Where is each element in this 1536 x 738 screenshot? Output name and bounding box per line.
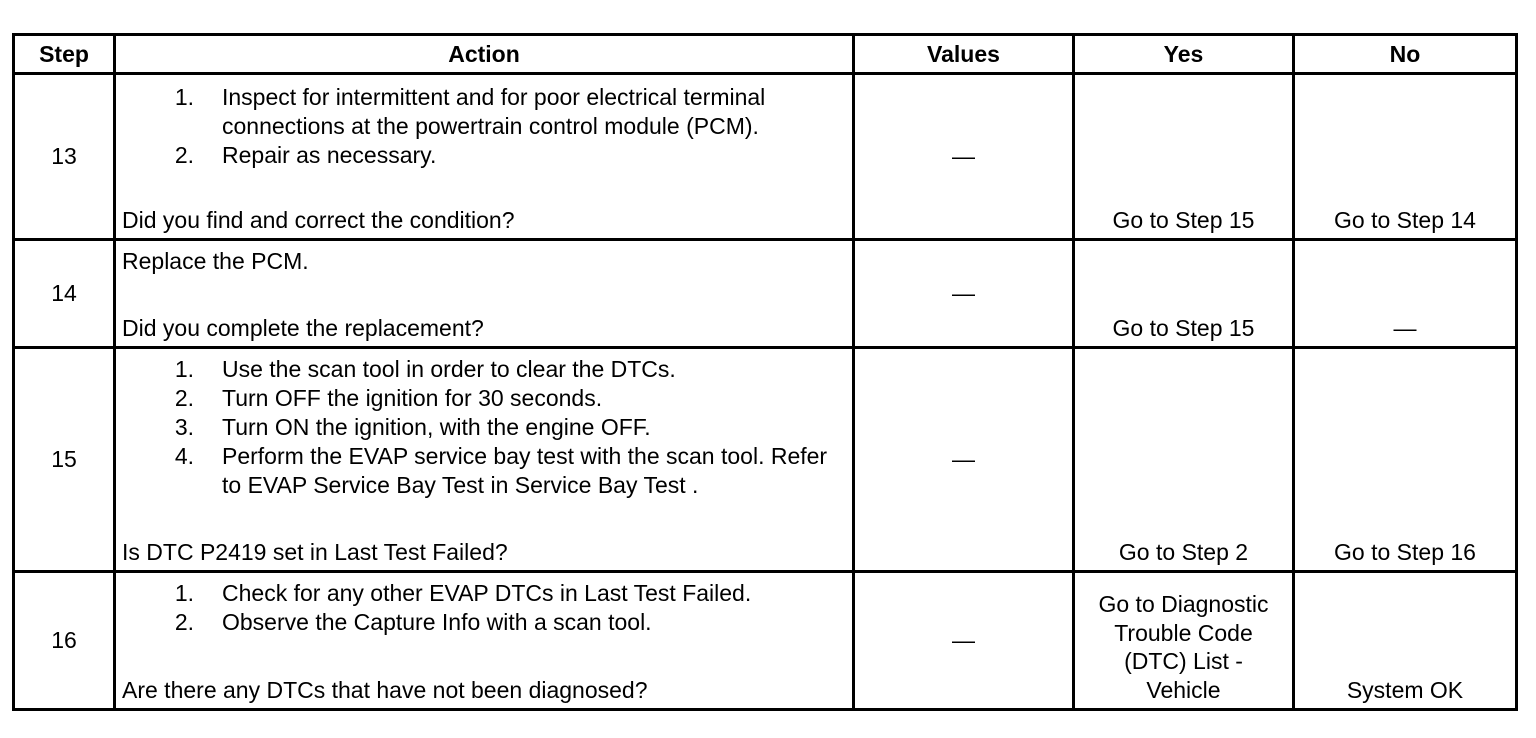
- action-cell: [115, 74, 854, 240]
- step-number: 14: [14, 240, 115, 348]
- header-yes: Yes: [1074, 35, 1294, 74]
- action-list: [122, 579, 846, 637]
- diagnostic-table: [12, 33, 1518, 711]
- header-action: Action: [115, 35, 854, 74]
- no-cell: Go to Step 14: [1294, 74, 1517, 240]
- action-list: [122, 355, 846, 500]
- step-number: 16: [14, 572, 115, 710]
- values-cell: —: [854, 348, 1074, 572]
- yes-cell: Go to Step 15: [1074, 240, 1294, 348]
- action-cell: [115, 240, 854, 348]
- values-cell: —: [854, 572, 1074, 710]
- question-text: Did you complete the replacement?: [122, 315, 484, 341]
- list-item: 1. Inspect for intermittent and for poor electrical terminal connections at the powertrain control module (PCM).: [174, 84, 766, 139]
- header-row: [14, 35, 1517, 74]
- header-no: No: [1294, 35, 1517, 74]
- list-item: 1. Check for any other EVAP DTCs in Last Test Failed.: [174, 580, 752, 606]
- values-cell: —: [854, 74, 1074, 240]
- yes-cell: Go to Step 2: [1074, 348, 1294, 572]
- step-number: 15: [14, 348, 115, 572]
- list-item: 2. Observe the Capture Info with a scan tool.: [174, 609, 652, 635]
- list-item: 4. Perform the EVAP service bay test with the scan tool. Refer to EVAP Service Bay Test in Service Bay Test .: [174, 443, 828, 498]
- list-item: 3. Turn ON the ignition, with the engine OFF.: [174, 414, 651, 440]
- header-step: Step: [14, 35, 115, 74]
- no-cell: Go to Step 16: [1294, 348, 1517, 572]
- table-row: [14, 348, 1517, 572]
- step-number: 13: [14, 74, 115, 240]
- no-cell: —: [1294, 240, 1517, 348]
- question-text: Did you find and correct the condition?: [122, 207, 515, 233]
- no-cell: System OK: [1294, 572, 1517, 710]
- question-text: Is DTC P2419 set in Last Test Failed?: [122, 539, 508, 565]
- action-list: [122, 83, 846, 170]
- yes-cell: Go to Diagnostic Trouble Code (DTC) List - Vehicle: [1074, 572, 1294, 710]
- table-row: [14, 572, 1517, 710]
- yes-cell: Go to Step 15: [1074, 74, 1294, 240]
- list-item: 2. Turn OFF the ignition for 30 seconds.: [174, 385, 603, 411]
- table-row: [14, 74, 1517, 240]
- header-values: Values: [854, 35, 1074, 74]
- action-text: Replace the PCM.: [122, 248, 309, 274]
- list-item: 1. Use the scan tool in order to clear the DTCs.: [174, 356, 676, 382]
- question-text: Are there any DTCs that have not been diagnosed?: [122, 677, 648, 703]
- values-cell: —: [854, 240, 1074, 348]
- list-item: 2. Repair as necessary.: [174, 142, 437, 168]
- table-row: [14, 240, 1517, 348]
- action-cell: [115, 572, 854, 710]
- action-cell: [115, 348, 854, 572]
